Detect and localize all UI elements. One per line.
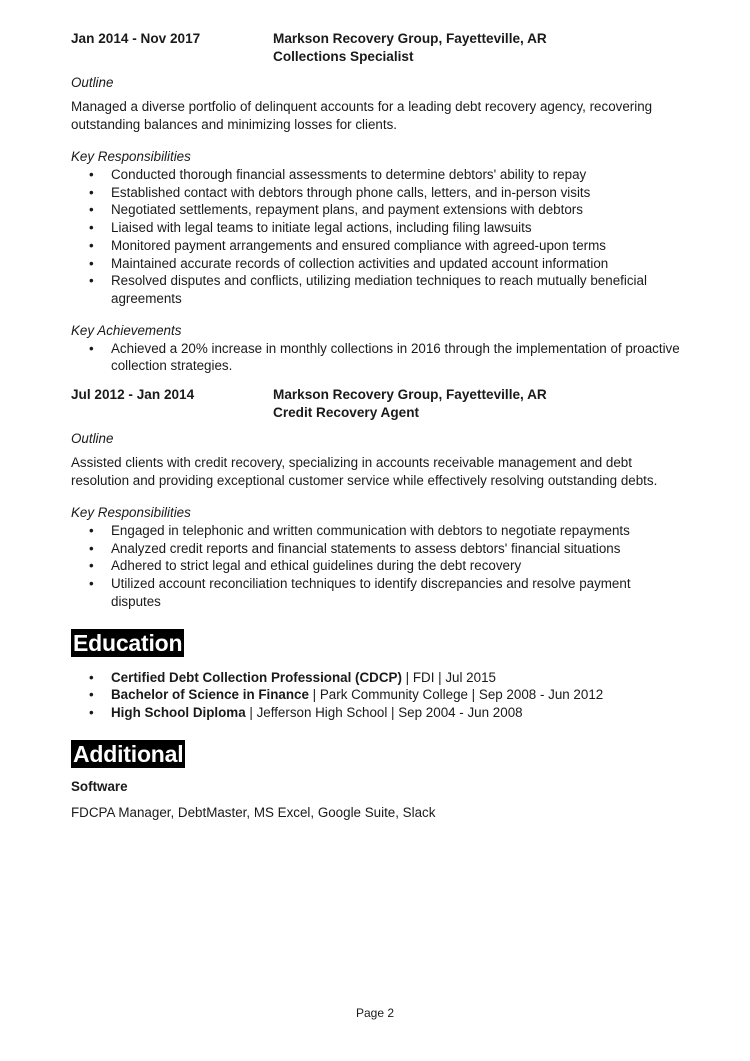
education-details: | FDI | Jul 2015: [401, 669, 496, 685]
achievements-label: Key Achievements: [71, 322, 182, 338]
list-item: • Liaised with legal teams to initiate legal actions, including filing lawsuits: [111, 219, 681, 237]
education-section: [71, 629, 681, 722]
responsibilities-list: [71, 166, 681, 308]
list-item: [111, 686, 681, 704]
additional-section: [71, 740, 681, 822]
resume-page: [71, 30, 681, 822]
education-degree: Bachelor of Science in Finance: [111, 687, 309, 703]
list-item: • Resolved disputes and conflicts, utilizing mediation techniques to reach mutually beneficial agreements: [111, 272, 681, 307]
list-item: [111, 669, 681, 687]
list-item: • Analyzed credit reports and financial statements to assess debtors' financial situations: [111, 540, 681, 558]
outline-text: Managed a diverse portfolio of delinquent accounts for a leading debt recovery agency, recovering outstanding balances and minimizing losses for clients.: [71, 99, 653, 132]
list-item: [111, 704, 681, 722]
list-item: • Engaged in telephonic and written communication with debtors to negotiate repayments: [111, 522, 681, 540]
education-heading: Education: [73, 629, 183, 656]
list-item: • Established contact with debtors through phone calls, letters, and in-person visits: [111, 184, 681, 202]
job-title: Collections Specialist: [273, 49, 414, 64]
outline-label: Outline: [71, 75, 114, 90]
outline-label: Outline: [71, 431, 114, 447]
additional-heading: Additional: [73, 740, 184, 767]
education-list: [71, 669, 681, 722]
list-item: • Maintained accurate records of collection activities and updated account information: [111, 255, 681, 273]
education-degree: Certified Debt Collection Professional (CDCP): [111, 669, 402, 685]
list-item: • Negotiated settlements, repayment plans, and payment extensions with debtors: [111, 201, 681, 219]
list-item: • Conducted thorough financial assessments to determine debtors' ability to repay: [111, 166, 681, 184]
list-item: • Adhered to strict legal and ethical guidelines during the debt recovery: [111, 557, 681, 575]
job-header: [71, 30, 681, 66]
list-item: • Utilized account reconciliation techniques to identify discrepancies and resolve payment disputes: [111, 575, 681, 610]
job-company: Markson Recovery Group, Fayetteville, AR: [273, 387, 547, 403]
education-details: | Park Community College | Sep 2008 - Jun 2012: [308, 687, 604, 703]
achievements-list: [71, 340, 681, 375]
responsibilities-label: Key Responsibilities: [71, 149, 191, 164]
list-item: • Achieved a 20% increase in monthly collections in 2016 through the implementation of proactive collection strategies.: [111, 340, 681, 375]
responsibilities-list: [71, 522, 681, 611]
software-list: FDCPA Manager, DebtMaster, MS Excel, Google Suite, Slack: [71, 804, 436, 820]
software-label: Software: [71, 778, 128, 794]
job-entry: [71, 386, 681, 611]
job-dates: Jul 2012 - Jan 2014: [71, 387, 195, 403]
outline-text: Assisted clients with credit recovery, specializing in accounts receivable management and debt resolution and providing exceptional customer service while effectively resolving outstanding debts.: [71, 455, 658, 489]
responsibilities-label: Key Responsibilities: [71, 505, 191, 521]
education-degree: High School Diploma: [111, 704, 246, 720]
page-number: Page 2: [355, 1006, 395, 1020]
job-entry: [71, 30, 681, 375]
education-details: | Jefferson High School | Sep 2004 - Jun 2008: [245, 704, 523, 720]
list-item: • Monitored payment arrangements and ensured compliance with agreed-upon terms: [111, 237, 681, 255]
job-header: [71, 386, 681, 422]
job-company: Markson Recovery Group, Fayetteville, AR: [273, 31, 547, 46]
job-title: Credit Recovery Agent: [273, 405, 420, 421]
job-dates: Jan 2014 - Nov 2017: [71, 31, 201, 46]
